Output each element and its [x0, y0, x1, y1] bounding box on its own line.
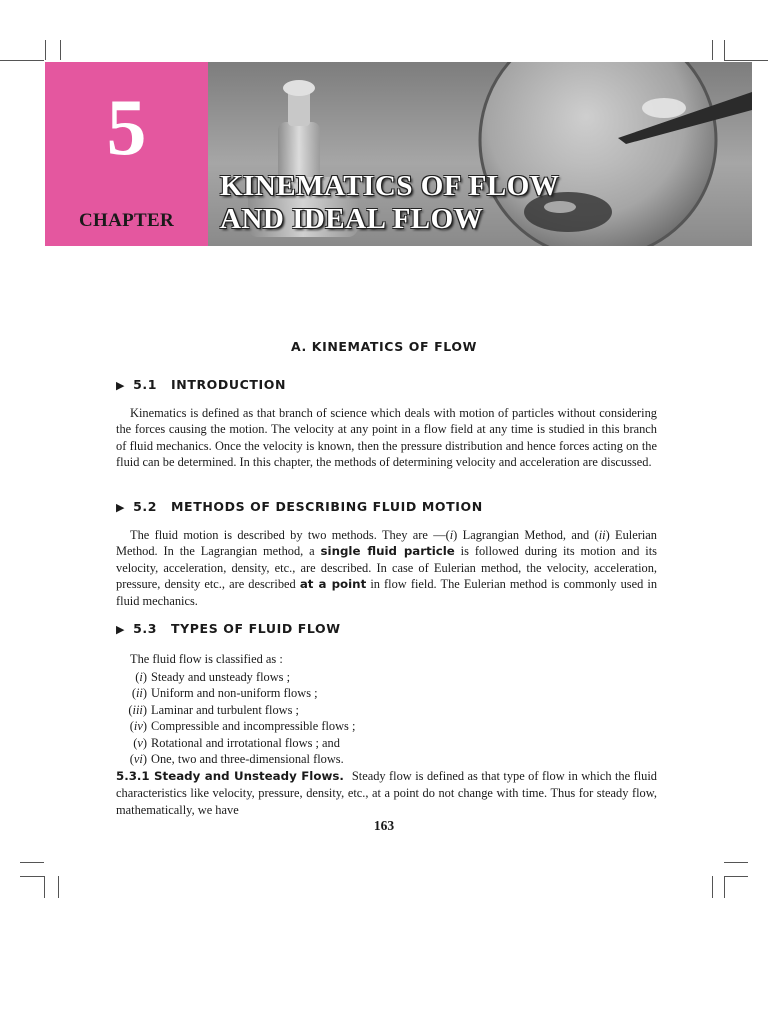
list-marker: (vi): [129, 751, 147, 766]
list-item-text: Uniform and non-uniform flows ;: [151, 686, 318, 701]
list-intro: The fluid flow is classified as :: [130, 652, 283, 666]
text-run: ) Lagrangian Method, and (: [453, 528, 599, 542]
section-heading-5-3: [116, 621, 341, 636]
section-heading-5-2: [116, 499, 483, 514]
list-marker: (iii): [128, 702, 147, 717]
flow-types-list: [116, 669, 355, 767]
list-item: [116, 669, 355, 685]
section-title: METHODS OF DESCRIBING FLUID MOTION: [171, 499, 483, 514]
list-item-text: One, two and three-dimensional flows.: [151, 751, 344, 766]
bold-term: at a point: [299, 577, 367, 592]
bold-term: single fluid particle: [320, 544, 455, 559]
section-number: 5.1: [133, 377, 158, 392]
crop-mark: [712, 876, 713, 898]
triangle-bullet-icon: ▶: [116, 501, 126, 514]
text-run: ) Eulerian Method. In the Lagrangian method, a: [116, 528, 657, 559]
italic-marker: ii: [598, 528, 606, 542]
crop-mark: [58, 876, 59, 898]
chapter-banner-photo: [208, 62, 752, 246]
triangle-bullet-icon: ▶: [116, 379, 126, 392]
crop-mark: [724, 876, 725, 898]
text-run: is followed during its motion and its velocity, acceleration, density, etc., are described. In case of Eulerian method, the velocity, acceleration, pressure, density etc., are described: [116, 544, 657, 592]
italic-marker: i: [449, 528, 454, 542]
section-number: 5.3: [133, 621, 158, 636]
subsection-5-3-1: [116, 768, 657, 819]
crop-mark: [45, 40, 46, 60]
list-item-text: Rotational and irrotational flows ; and: [151, 735, 340, 750]
list-marker: (iv): [129, 719, 147, 734]
section-number: 5.2: [133, 499, 158, 514]
chapter-badge: [45, 62, 208, 246]
crop-mark: [712, 40, 713, 60]
list-item-text: Compressible and incompressible flows ;: [151, 719, 356, 734]
section-heading-5-1: [116, 377, 286, 392]
chapter-title-line-1: KINEMATICS OF FLOW: [220, 170, 560, 202]
part-heading: A. KINEMATICS OF FLOW: [290, 339, 477, 354]
list-item: [116, 751, 355, 767]
list-item: [116, 718, 355, 734]
list-item: [116, 685, 355, 701]
list-item-text: Steady and unsteady flows ;: [151, 670, 291, 684]
section-title: TYPES OF FLUID FLOW: [171, 621, 341, 636]
list-item-text: Laminar and turbulent flows ;: [151, 702, 299, 717]
subsection-text: Steady flow is defined as that type of flow in which the fluid characteristics like velocity, pressure, density, etc., at a point do not change with time. Thus for steady flow, mathematically, we have: [116, 769, 657, 817]
section-5-1-paragraph: Kinematics is defined as that branch of science which deals with motion of particles without considering the forces causing the motion. The velocity at any point in a flow field at any time is studied in this branch of fluid mechanics. Once the velocity is known, then the pressure distribution and hence forces acting on the fluid can be determined. In this chapter, the methods of determining velocity and acceleration are discussed.: [116, 406, 657, 470]
list-marker: (v): [133, 735, 147, 750]
crop-mark: [0, 60, 44, 61]
chapter-label: CHAPTER: [79, 210, 174, 231]
text-run: in flow field. The Eulerian method is commonly used in fluid mechanics.: [116, 577, 658, 608]
list-item: [116, 735, 355, 751]
chapter-title: [220, 170, 559, 236]
list-marker: (i): [135, 670, 147, 684]
chapter-title-line-2: AND IDEAL FLOW: [220, 203, 484, 235]
crop-mark: [724, 60, 768, 61]
crop-mark: [20, 862, 44, 863]
list-item: [116, 702, 355, 718]
crop-mark: [60, 40, 61, 60]
section-5-2-paragraph: [116, 527, 657, 609]
section-title: INTRODUCTION: [171, 377, 287, 392]
crop-mark: [44, 876, 45, 898]
page-number: 163: [373, 818, 395, 833]
subsection-heading: 5.3.1 Steady and Unsteady Flows.: [116, 769, 344, 783]
text-run: The fluid motion is described by two methods. They are —(: [130, 528, 450, 542]
triangle-bullet-icon: ▶: [116, 623, 126, 636]
crop-mark: [724, 876, 748, 877]
crop-mark: [20, 876, 44, 877]
crop-mark: [724, 40, 725, 60]
list-marker: (ii): [131, 686, 147, 701]
crop-mark: [724, 862, 748, 863]
chapter-number: 5: [106, 84, 147, 172]
